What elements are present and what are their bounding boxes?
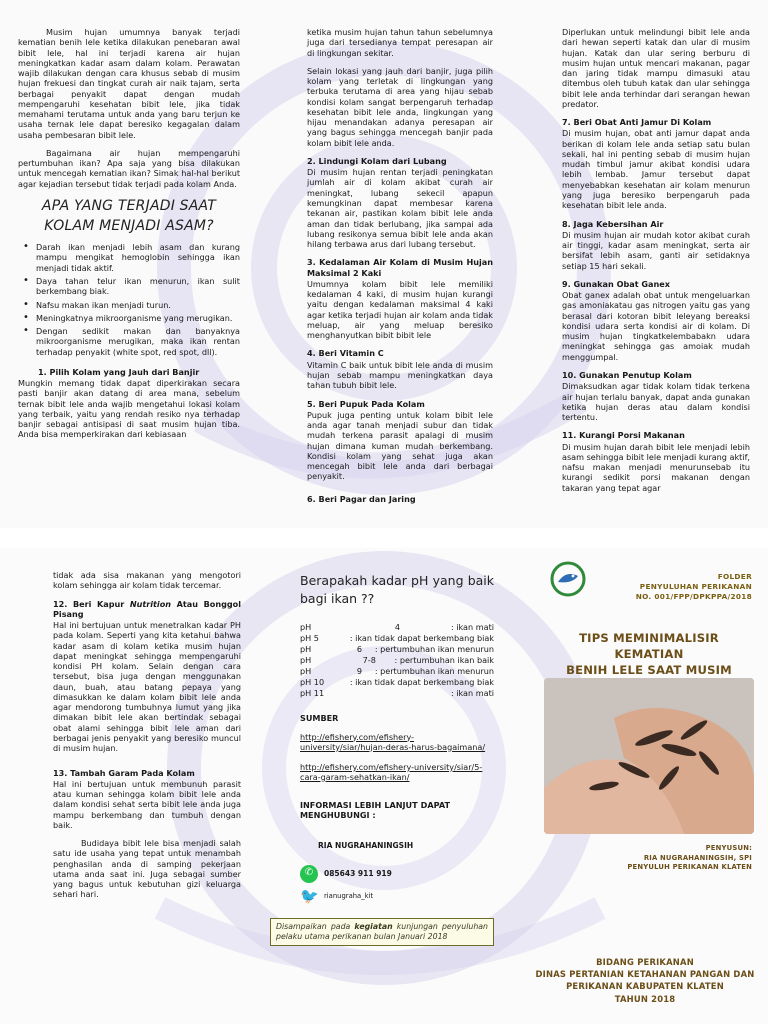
- section-text: Hal ini bertujuan untuk membunuh parasit atau kuman sehingga kolam bibit lele anda dalam kondisi sehat serta bibit lele anda juga mampu berkembang dan tumbuh dengan baik.: [53, 778, 241, 830]
- source-label: SUMBER: [300, 713, 339, 724]
- section-title: 1. Pilih Kolam yang Jauh dari Banjir: [38, 366, 200, 377]
- folder-label: FOLDER PENYULUHAN PERIKANAN NO. 001/FPP/DPKPPA/2018: [635, 572, 752, 601]
- ph-row: pH 4 : ikan mati: [300, 622, 494, 633]
- section-text: Hal ini bertujuan untuk menetralkan kadar PH pada kolam. Seperti yang kita ketahui bahwa kadar asam di kolam ketika musim hujan dapat meningkat sehingga mempengaruhi kondisi PH kolam. Selain dengan cara tersebut, bisa juga dengan menggunakan daun, buah, atau batang pepaya yang dimasukkan ke dalam kolam bibit lele anda agar mendorong tumbuhnya lumut yang jika dimakan bibit lele akan bertindak sebagai obat alami sehingga bibit lele aman dari berbagai jenis penyakit yang beresiko muncul di musim hujan.: [53, 620, 241, 754]
- list-item: • Daya tahan telur ikan menurun, ikan sulit berkembang biak.: [36, 276, 240, 297]
- hands-with-fish-photo: [544, 678, 754, 834]
- photo-illustration: [544, 678, 754, 834]
- ph-row: pH 11 : ikan mati: [300, 688, 494, 699]
- section-title: 11. Kurangi Porsi Makanan: [562, 430, 685, 441]
- section-title-prefix: 12. Beri Kapur: [53, 598, 130, 609]
- ph-row: pH 7-8 : pertumbuhan ikan baik: [300, 655, 494, 666]
- institution-block: BIDANG PERIKANAN DINAS PERTANIAN KETAHANAN PANGAN DAN PERIKANAN KABUPATEN KLATEN TAHUN 2018: [535, 957, 755, 1004]
- column-2: [307, 27, 493, 505]
- leaflet-title: TIPS MEMINIMALISIR KEMATIAN BENIH LELE SAAT MUSIM: [566, 630, 732, 677]
- column-3: [562, 27, 750, 501]
- ph-table: [300, 622, 494, 699]
- closing-paragraph: Budidaya bibit lele bisa menjadi salah satu ide usaha yang tepat untuk menambah penghasilan anda di samping pekerjaan utama anda saat ini. Juga sebagai sumber yang bagus untuk kebutuhan gizi keluarga sehari hari.: [53, 838, 241, 900]
- section-text: Dimaksudkan agar tidak kolam tidak terkena air hujan terlalu banyak, dapat anda gunakan ketika hujan deras atau dalam kondisi tertentu.: [562, 381, 750, 423]
- section-text: ketika musim hujan tahun tahun sebelumnya juga dari tersedianya tempat peresapan air di lingkungan sekitar.: [307, 27, 493, 58]
- section-text: Di musim hujan darah bibit lele menjadi lebih asam sehingga bibit lele menjadi kurang aktif, nafsu makan menjadi menurunsebab itu kurangi sedikit porsi makanan dengan takaran yang tepat agar: [562, 441, 751, 493]
- column-1: [18, 27, 240, 448]
- column-1: [53, 570, 241, 908]
- twitter-line: [300, 886, 494, 905]
- list-item: • Nafsu makan ikan menjadi turun.: [36, 300, 240, 310]
- section-title: 2. Lindungi Kolam dari Lubang: [307, 155, 447, 166]
- ph-row: pH 5 : ikan tidak dapat berkembang biak: [300, 633, 494, 644]
- effects-list: [18, 242, 240, 357]
- section-text: Vitamin C baik untuk bibit lele anda di musim hujan sebab mampu meningkatkan daya tahan tubuh bibit lele.: [307, 359, 493, 391]
- section-text: Umumnya kolam bibit lele memiliki kedalaman 4 kaki, di musim hujan kurangi yaitu dengan kedalaman maksimal 4 kaki agar ketika terjadi hujan air kolam anda tidak meluap, air yang meluap beresiko menghanyutkan bibit bibit lele: [307, 278, 493, 341]
- ph-row: pH 9 : pertumbuhan ikan menurun: [300, 666, 494, 677]
- event-note: Disampaikan pada kegiatan kunjungan penyuluhan pelaku utama perikanan bulan Januari 2018: [270, 918, 494, 946]
- phone-line: [300, 865, 494, 883]
- section-title: 6. Beri Pagar dan Jaring: [307, 493, 416, 504]
- section-title: 4. Beri Vitamin C: [307, 348, 384, 359]
- section-title-suffix: Atau Bonggol Pisang: [53, 598, 242, 619]
- section-title: 8. Jaga Kebersihan Air: [562, 218, 664, 229]
- ph-title: Berapakah kadar pH yang baik bagi ikan ??: [300, 573, 494, 607]
- source-link[interactable]: http://efishery.com/efishery-university/siar/hujan-deras-harus-bagaimana/: [300, 731, 486, 752]
- whatsapp-icon: ✆: [300, 865, 318, 883]
- section-text: Obat ganex adalah obat untuk mengeluarkan gas amoniakatau gas nitrogen yaitu gas yang berasal dari kotoran bibit leleyang bereaksi kondisi udara serta kondisi air di kolam. Di musim hujan tingkatkelembabakn udara meningkat sehingga gas amoiak mudah menggumpal.: [562, 290, 750, 362]
- section-text: tidak ada sisa makanan yang mengotori kolam sehingga air kolam tidak tercemar.: [53, 570, 241, 591]
- phone-number: 085643 911 919: [324, 868, 392, 878]
- twitter-icon: 🐦: [300, 886, 319, 905]
- section-title: 7. Beri Obat Anti Jamur Di Kolam: [562, 117, 712, 128]
- source-link[interactable]: http://efishery.com/efishery-university/siar/5-cara-garam-sehatkan-ikan/: [300, 761, 483, 782]
- section-text: Di musim hujan air mudah kotor akibat curah air tinggi, kadar asam meningkat, serta air bersifat lebih asam, ganti air setidaknya setiap 15 hari sekali.: [562, 229, 750, 271]
- intro-paragraph: Musim hujan umumnya banyak terjadi kematian benih lele ketika dilakukan penebaran awal bibit lele, hal ini terjadi karena air hujan meningkatkan kadar asam dalam kolam. Perawatan wajib dilakukan dengan cara khusus sebab di musim hujan frekuesi dan tingkat curah air naik tajam, serta berbagai penyakit dapat dengan mudah mempengaruhi kesehatan bibit lele, jika tidak memahami terutama untuk anda yang baru terjun ke usaha ternak lele dapat beresiko kegagalan dalam usaha pembesaran bibit lele.: [18, 27, 240, 140]
- cover-column: [546, 560, 752, 694]
- section-text: Selain lokasi yang jauh dari banjir, juga pilih kolam yang terletak di lingkungan yang terbuka terutama di area yang hijau sebab kondisi kolam sangat berpengaruh terhadap kesehatan bibit lele anda, lingkungan yang hijau menandakan adanya peresapan air yang bagus sehingga mencegah banjir pada kolam bibit lele anda.: [307, 65, 493, 148]
- section-title-italic: Nutrition: [129, 598, 172, 609]
- question-paragraph: Bagaimana air hujan mempengaruhi pertumbuhan ikan? Apa saja yang bisa dilakukan untuk mencegah kematian ikan? Simak hal-hal berikut agar kejadian tersebut tidak terjadi pada kolam Anda.: [18, 147, 240, 189]
- ph-row: pH 10 : ikan tidak dapat berkembang biak: [300, 677, 494, 688]
- section-title: [53, 599, 241, 620]
- fish-logo-icon: [546, 560, 590, 598]
- section-title: 10. Gunakan Penutup Kolam: [562, 369, 692, 380]
- contact-heading: INFORMASI LEBIH LANJUT DAPAT MENGHUBUNGI :: [300, 799, 450, 821]
- section-text: Di musim hujan rentan terjadi peningkatan jumlah air di kolam akibat curah air meningkat, lubang sekecil apapun kemungkinan dapat membesar karena tekanan air, pastikan kolam bibit lele anda aman dan tidak berlubang, jika sampai ada lubang resikonya semua bibit lele anda akan hilang terbawa arus dari lubang tersebut.: [307, 167, 493, 250]
- author-block: PENYUSUN: RIA NUGRAHANINGSIH, SPI PENYULUH PERIKANAN KLATEN: [627, 844, 752, 872]
- section-text: Diperlukan untuk melindungi bibit lele anda dari hewan seperti katak dan ular di musim hujan. Katak dan ular sering berburu di musim hujan untuk mencari makanan, pagar dan jaring tidak mampu dimasuki atau ditembus oleh tubuh katak dan ular sehingga bibit lele anda terhindar dari serangan hewan predator.: [562, 27, 750, 109]
- twitter-handle: rianugraha_kit: [324, 891, 374, 900]
- section-text: Mungkin memang tidak dapat diperkirakan secara pasti banjir akan datang di area mana, sebelum ternak bibit lele anda wajib mengetahui lokasi kolam yang terbaik, yaitu yang rendah resiko nya terhadap banjir sebagai antisipasi di saat musim hujan tiba. Anda bisa memperkirakan dari kebiasaan: [18, 378, 240, 440]
- section-title: 3. Kedalaman Air Kolam di Musim Hujan Maksimal 2 Kaki: [307, 257, 493, 278]
- list-item: • Darah ikan menjadi lebih asam dan kurang mampu mengikat hemoglobin sehingga ikan menjadi tidak aktif.: [36, 242, 240, 273]
- section-text: Di musim hujan, obat anti jamur dapat anda berikan di kolam lele anda setiap satu bulan sekali, hal ini penting sebab di musim hujan mudah timbul jamur akibat kondisi udara lebih lembab. Jamur tersebut dapat menyebabkan kesehatan air kolam menurun yang juga beresiko berpengaruh pada kesehatan bibit lele anda.: [562, 128, 750, 211]
- section-title: 9. Gunakan Obat Ganex: [562, 278, 670, 289]
- list-item: • Dengan sedikit makan dan banyaknya mikroorganisme merugikan, maka ikan rentan terhadap penyakit (white spot, red spot, dll).: [36, 326, 240, 357]
- column-2: [276, 568, 494, 946]
- list-item: • Meningkatnya mikroorganisme yang merugikan.: [36, 313, 240, 323]
- page-divider: [0, 528, 768, 548]
- leaflet-outside-page: [0, 548, 768, 1024]
- section-text: Pupuk juga penting untuk kolam bibit lele anda agar tanah menjadi subur dan tidak mudah terkena parasit apalagi di musim hujan dimana kuman mudah berkembang. Kondisi kolam yang sehat juga akan mencegah bibit lele anda dari berbagai penyakit.: [307, 409, 493, 482]
- ph-row: pH 6 : pertumbuhan ikan menurun: [300, 644, 494, 655]
- acid-pond-heading: APA YANG TERJADI SAAT KOLAM MENJADI ASAM?: [41, 197, 217, 234]
- contact-name: RIA NUGRAHANINGSIH: [318, 840, 414, 850]
- section-title: 5. Beri Pupuk Pada Kolam: [307, 398, 425, 409]
- section-title: 13. Tambah Garam Pada Kolam: [53, 767, 195, 778]
